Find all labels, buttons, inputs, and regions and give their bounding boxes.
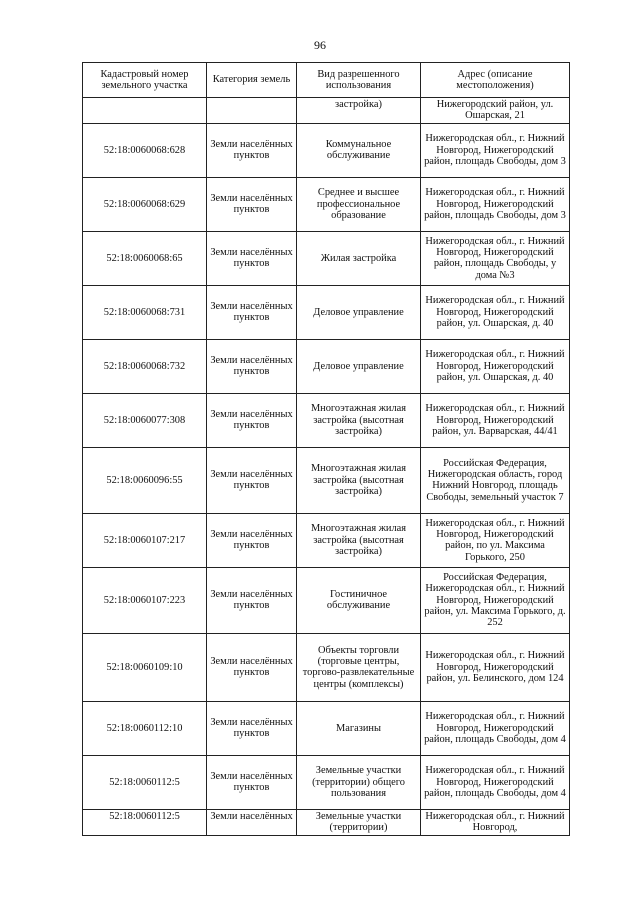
cell-cadastral: 52:18:0060112:10 xyxy=(83,701,207,755)
cell-address: Нижегородская обл., г. Нижний Новгород, Нижегородский район, площадь Свободы, у дома №3 xyxy=(421,231,570,285)
cell-category: Земли населённых xyxy=(207,809,297,835)
cell-address: Нижегородская обл., г. Нижний Новгород, Нижегородский район, по ул. Максима Горького, 250 xyxy=(421,513,570,567)
cell-address: Российская Федерация, Нижегородская обл., г. Нижний Новгород, Нижегородский район, ул. Максима Горького, д. 252 xyxy=(421,567,570,633)
cell-use: Многоэтажная жилая застройка (высотная застройка) xyxy=(297,447,421,513)
cell-address: Нижегородский район, ул. Ошарская, 21 xyxy=(421,98,570,124)
cell-use: Деловое управление xyxy=(297,339,421,393)
cell-use: Объекты торговли (торговые центры, торгово-развлекательные центры (комплексы) xyxy=(297,633,421,701)
table-row xyxy=(83,567,570,633)
cell-cadastral: 52:18:0060109:10 xyxy=(83,633,207,701)
cell-address: Нижегородская обл., г. Нижний Новгород, xyxy=(421,809,570,835)
table-row xyxy=(83,393,570,447)
header-category: Категория земель xyxy=(207,63,297,98)
cell-address: Нижегородская обл., г. Нижний Новгород, Нижегородский район, ул. Белинского, дом 124 xyxy=(421,633,570,701)
header-address: Адрес (описание местоположения) xyxy=(421,63,570,98)
table-row xyxy=(83,755,570,809)
cell-category: Земли населённых пунктов xyxy=(207,339,297,393)
table-row xyxy=(83,339,570,393)
cell-category: Земли населённых пунктов xyxy=(207,177,297,231)
cell-category: Земли населённых пунктов xyxy=(207,123,297,177)
header-cadastral: Кадастровый номер земельного участка xyxy=(83,63,207,98)
table-row xyxy=(83,285,570,339)
cell-address: Нижегородская обл., г. Нижний Новгород, Нижегородский район, ул. Ошарская, д. 40 xyxy=(421,285,570,339)
cell-category xyxy=(207,98,297,124)
cell-cadastral: 52:18:0060068:628 xyxy=(83,123,207,177)
cell-address: Нижегородская обл., г. Нижний Новгород, Нижегородский район, площадь Свободы, дом 3 xyxy=(421,123,570,177)
page-number: 96 xyxy=(314,38,326,52)
cell-use: Многоэтажная жилая застройка (высотная застройка) xyxy=(297,393,421,447)
table-row xyxy=(83,177,570,231)
table-row xyxy=(83,633,570,701)
table-row xyxy=(83,809,570,835)
cell-category: Земли населённых пунктов xyxy=(207,231,297,285)
cell-category: Земли населённых пунктов xyxy=(207,447,297,513)
cell-use: Гостиничное обслуживание xyxy=(297,567,421,633)
land-plots-table xyxy=(82,62,570,836)
cell-category: Земли населённых пунктов xyxy=(207,285,297,339)
cell-address: Нижегородская обл., г. Нижний Новгород, Нижегородский район, площадь Свободы, дом 4 xyxy=(421,755,570,809)
cell-category: Земли населённых пунктов xyxy=(207,701,297,755)
cell-use: Земельные участки (территории) xyxy=(297,809,421,835)
cell-use: Многоэтажная жилая застройка (высотная застройка) xyxy=(297,513,421,567)
table-row xyxy=(83,513,570,567)
cell-cadastral xyxy=(83,98,207,124)
cell-address: Нижегородская обл., г. Нижний Новгород, Нижегородский район, площадь Свободы, дом 3 xyxy=(421,177,570,231)
cell-cadastral: 52:18:0060096:55 xyxy=(83,447,207,513)
cell-use: Коммунальное обслуживание xyxy=(297,123,421,177)
cell-category: Земли населённых пунктов xyxy=(207,393,297,447)
cell-use: Среднее и высшее профессиональное образование xyxy=(297,177,421,231)
table-row xyxy=(83,447,570,513)
cell-address: Нижегородская обл., г. Нижний Новгород, Нижегородский район, ул. Варварская, 44/41 xyxy=(421,393,570,447)
cell-address: Нижегородская обл., г. Нижний Новгород, Нижегородский район, ул. Ошарская, д. 40 xyxy=(421,339,570,393)
cell-cadastral: 52:18:0060068:629 xyxy=(83,177,207,231)
cell-address: Российская Федерация, Нижегородская область, город Нижний Новгород, площадь Свободы, земельный участок 7 xyxy=(421,447,570,513)
cell-category: Земли населённых пунктов xyxy=(207,513,297,567)
table-row xyxy=(83,701,570,755)
cell-use: Деловое управление xyxy=(297,285,421,339)
cell-category: Земли населённых пунктов xyxy=(207,567,297,633)
table-row xyxy=(83,231,570,285)
cell-cadastral: 52:18:0060107:223 xyxy=(83,567,207,633)
cell-cadastral: 52:18:0060107:217 xyxy=(83,513,207,567)
table-row xyxy=(83,123,570,177)
table-row xyxy=(83,98,570,124)
cell-category: Земли населённых пунктов xyxy=(207,633,297,701)
cell-cadastral: 52:18:0060068:731 xyxy=(83,285,207,339)
table-header-row xyxy=(83,63,570,98)
cell-address: Нижегородская обл., г. Нижний Новгород, Нижегородский район, площадь Свободы, дом 4 xyxy=(421,701,570,755)
header-use: Вид разрешенного использования xyxy=(297,63,421,98)
cell-cadastral: 52:18:0060068:732 xyxy=(83,339,207,393)
cell-use: застройка) xyxy=(297,98,421,124)
cell-cadastral: 52:18:0060112:5 xyxy=(83,755,207,809)
cell-use: Жилая застройка xyxy=(297,231,421,285)
cell-use: Магазины xyxy=(297,701,421,755)
cell-category: Земли населённых пунктов xyxy=(207,755,297,809)
cell-cadastral: 52:18:0060077:308 xyxy=(83,393,207,447)
cell-cadastral: 52:18:0060068:65 xyxy=(83,231,207,285)
cell-cadastral: 52:18:0060112:5 xyxy=(83,809,207,835)
cell-use: Земельные участки (территории) общего пользования xyxy=(297,755,421,809)
